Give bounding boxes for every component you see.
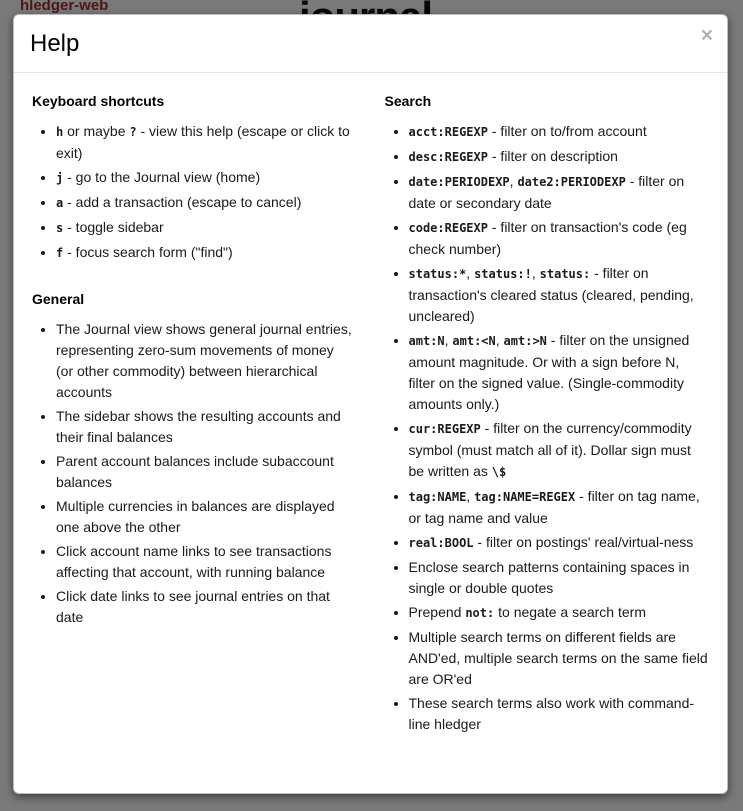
help-item: • s - toggle sidebar xyxy=(56,217,355,239)
help-item: • real:BOOL - filter on postings' real/virtual-ness xyxy=(409,532,710,554)
help-modal xyxy=(13,14,728,794)
keyboard-shortcuts-list xyxy=(32,121,355,264)
modal-body xyxy=(14,73,727,757)
help-item: • acct:REGEXP - filter on to/from account xyxy=(409,121,710,143)
help-item: • h or maybe ? - view this help (escape or click to exit) xyxy=(56,121,355,164)
close-icon[interactable]: × xyxy=(700,24,713,47)
help-item: • Click date links to see journal entries on that date xyxy=(56,586,355,628)
help-item: • Enclose search patterns containing spaces in single or double quotes xyxy=(409,557,710,599)
help-item: • j - go to the Journal view (home) xyxy=(56,167,355,189)
help-item: • These search terms also work with command-line hledger xyxy=(409,693,710,735)
help-item: • code:REGEXP - filter on transaction's code (eg check number) xyxy=(409,217,710,260)
help-column-left xyxy=(32,92,371,738)
help-item: • amt:N, amt:<N, amt:>N - filter on the unsigned amount magnitude. Or with a sign before N, filter on the signed value. (Single-commodity amounts only.) xyxy=(409,330,710,415)
search-list xyxy=(385,121,710,735)
help-item: • Multiple search terms on different fields are AND'ed, multiple search terms on the same field are OR'ed xyxy=(409,627,710,690)
help-item: • cur:REGEXP - filter on the currency/commodity symbol (must match all of it). Dollar sign must be written as \$ xyxy=(409,418,710,483)
help-column-right xyxy=(371,92,710,738)
help-item: • f - focus search form ("find") xyxy=(56,242,355,264)
help-item: • The sidebar shows the resulting accounts and their final balances xyxy=(56,406,355,448)
help-item: • Click account name links to see transactions affecting that account, with running balance xyxy=(56,541,355,583)
help-item: • Parent account balances include subaccount balances xyxy=(56,451,355,493)
help-item: • tag:NAME, tag:NAME=REGEX - filter on tag name, or tag name and value xyxy=(409,486,710,529)
modal-header xyxy=(14,15,727,73)
modal-title: Help xyxy=(30,30,80,57)
help-item: • date:PERIODEXP, date2:PERIODEXP - filter on date or secondary date xyxy=(409,171,710,214)
help-item: • Multiple currencies in balances are displayed one above the other xyxy=(56,496,355,538)
help-item: • desc:REGEXP - filter on description xyxy=(409,146,710,168)
section-heading-search: Search xyxy=(384,93,432,109)
help-item: • status:*, status:!, status: - filter on transaction's cleared status (cleared, pending, uncleared) xyxy=(409,263,710,327)
help-item: • The Journal view shows general journal entries, representing zero-sum movements of money (or other commodity) between hierarchical accounts xyxy=(56,319,355,403)
help-item: • a - add a transaction (escape to cancel) xyxy=(56,192,355,214)
help-item: • Prepend not: to negate a search term xyxy=(409,602,710,624)
section-heading-general: General xyxy=(32,291,85,308)
section-heading-keyboard-shortcuts: Keyboard shortcuts xyxy=(32,93,165,109)
general-list xyxy=(32,319,355,628)
